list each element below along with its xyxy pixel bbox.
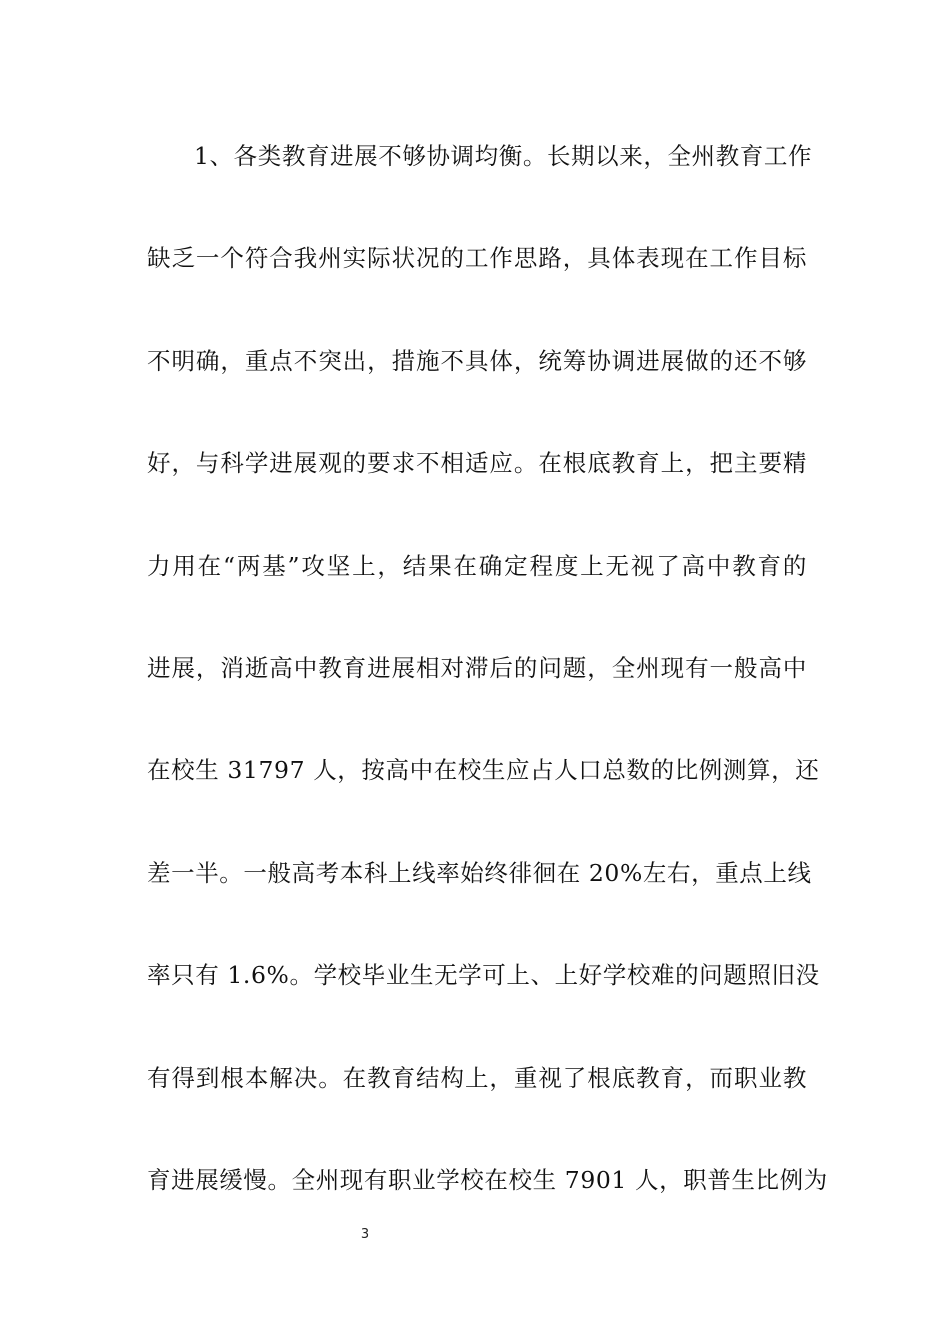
text-line: 有得到根本解决。在教育结构上，重视了根底教育，而职业教 [147, 1063, 807, 1092]
text-line: 好，与科学进展观的要求不相适应。在根底教育上，把主要精 [147, 449, 807, 478]
page-number: 3 [360, 1227, 370, 1242]
body-paragraph [147, 126, 828, 1252]
text-line: 差一半。一般高考本科上线率始终徘徊在 20%左右，重点上线 [147, 858, 812, 887]
text-line: 率只有 1.6%。学校毕业生无学可上、上好学校难的问题照旧没 [147, 961, 820, 990]
text-line: 力用在“两基”攻坚上，结果在确定程度上无视了高中教育的 [147, 551, 807, 580]
text-line: 育进展缓慢。全州现有职业学校在校生 7901 人，职普生比例为 [147, 1165, 828, 1194]
text-line: 进展，消逝高中教育进展相对滞后的问题，全州现有一般高中 [147, 653, 807, 682]
text-line: 在校生 31797 人，按高中在校生应占人口总数的比例测算，还 [147, 756, 820, 785]
text-line: 1、各类教育进展不够协调均衡。长期以来，全州教育工作 [194, 142, 813, 170]
text-line: 缺乏一个符合我州实际状况的工作思路，具体表现在工作目标 [147, 244, 807, 273]
text-line: 不明确，重点不突出，措施不具体，统筹协调进展做的还不够 [147, 346, 807, 375]
